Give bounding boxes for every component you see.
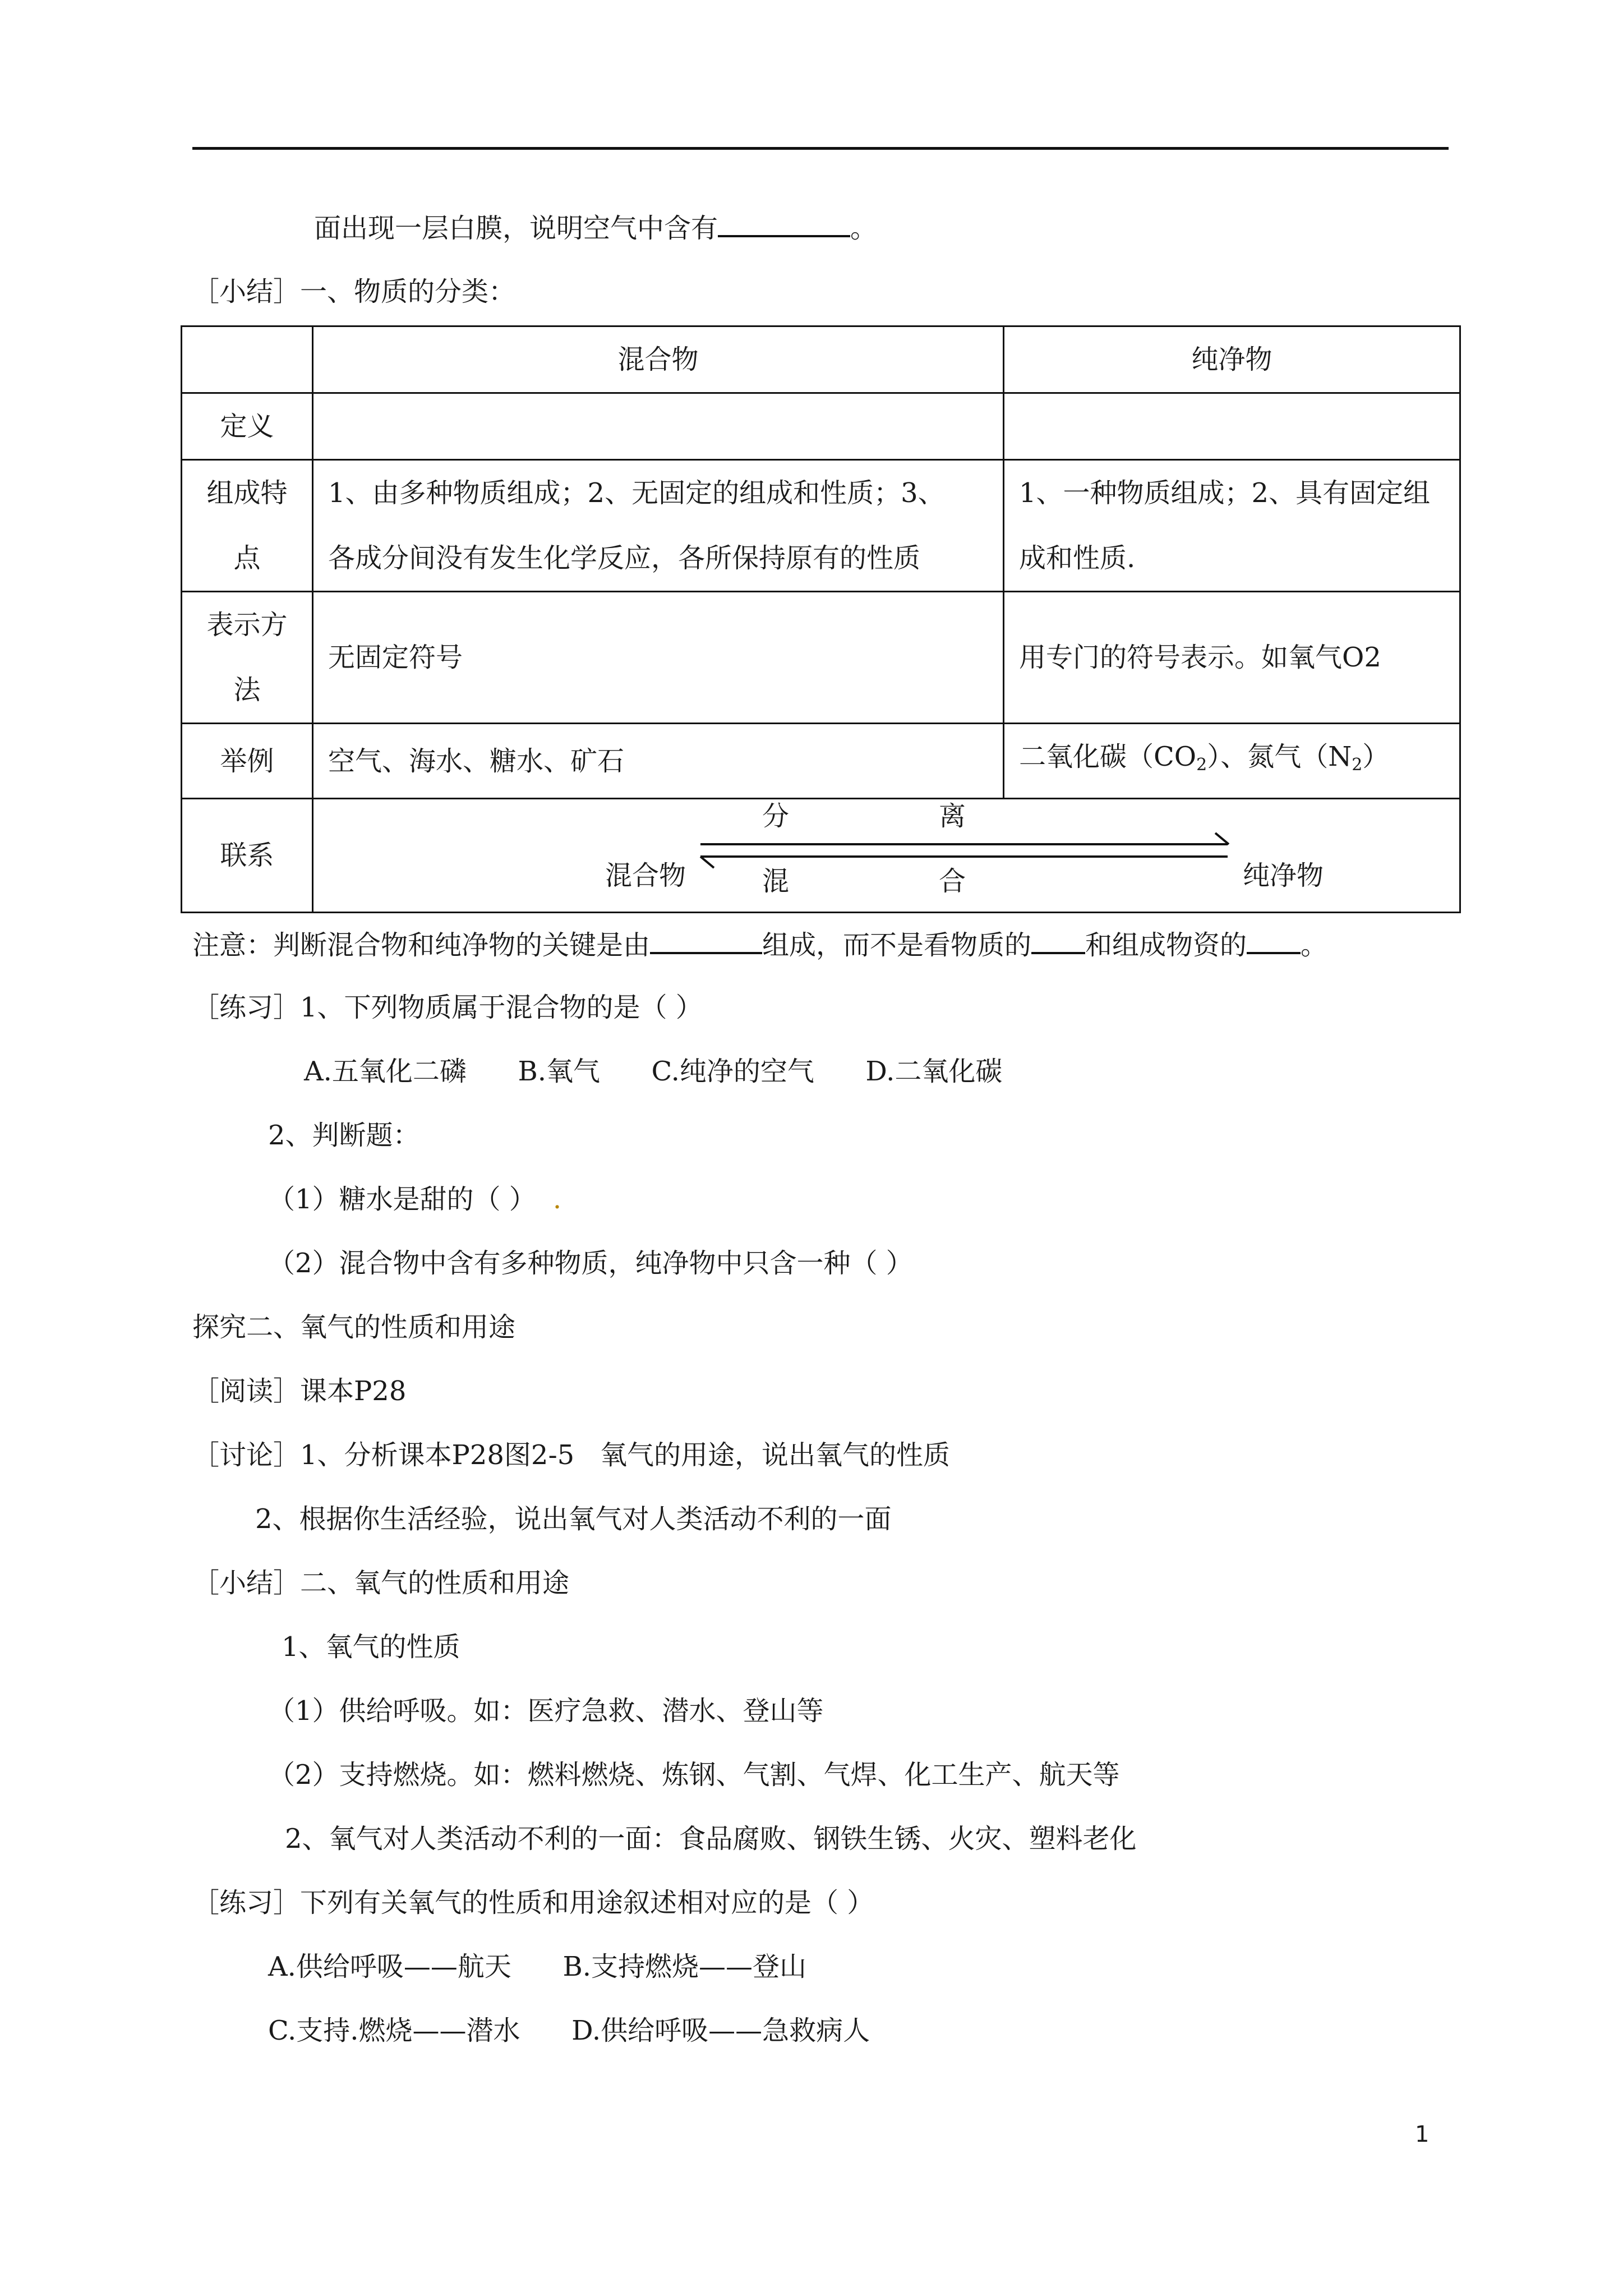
link-fen: 分	[762, 800, 790, 832]
reversible-arrow-icon	[313, 799, 1461, 912]
rep-pure-cell: 用专门的符号表示。如氧气O2	[1004, 592, 1460, 724]
property-combustion: （2）支持燃烧。如：燃料燃烧、炼钢、气割、气焊、化工生产、航天等	[268, 1759, 1120, 1791]
comp-pure-cell: 1、一种物质组成；2、具有固定组 成和性质.	[1004, 460, 1460, 592]
top-line: 面出现一层白膜，说明空气中含有 。	[314, 209, 877, 245]
row-representation	[182, 592, 1460, 724]
property-breathing: （1）供给呼吸。如：医疗急救、潜水、登山等	[268, 1695, 824, 1727]
exercise3-options-cd: C.支持.燃烧——潜水 D.供给呼吸——急救病人	[268, 2015, 870, 2046]
oxygen-drawbacks: 2、氧气对人类活动不利的一面：食品腐败、钢铁生锈、火灾、塑料老化	[285, 1823, 1137, 1855]
fill-blank	[1247, 926, 1301, 954]
discussion2: 2、根据你生活经验，说出氧气对人类活动不利的一面	[255, 1503, 892, 1535]
row-label-definition: 定义	[182, 393, 313, 460]
ex-pure-cell: 二氧化碳$(CO_2)$、氮气$(N_2)$	[1004, 724, 1460, 799]
note-line: 注意：判断混合物和纯净物的关键是由 组成，而不是看物质的 和组成物资的 。	[192, 926, 1327, 962]
row-label-example: 举例	[182, 724, 313, 799]
fill-blank	[1031, 926, 1085, 954]
summary1-title: ［小结］一、物质的分类：	[192, 276, 516, 307]
discussion1: ［讨论］1、分析课本P28图2-5 氧气的用途，说出氧气的性质	[192, 1439, 950, 1471]
col-mixture: 混合物	[313, 326, 1004, 393]
classification-table	[181, 325, 1461, 913]
row-label-relation: 联系	[182, 799, 313, 913]
page-number: 1	[1415, 2122, 1430, 2147]
link-li: 离	[939, 800, 966, 832]
exercise1-options: A.五氧化二磷 B.氧气 C.纯净的空气 D.二氧化碳	[304, 1056, 1003, 1087]
def-pure-cell	[1004, 393, 1460, 460]
exercise1-question: ［练习］1、下列物质属于混合物的是（ ）	[192, 992, 703, 1023]
reading-line: ［阅读］课本P28	[192, 1375, 407, 1407]
link-mixture: 混合物	[605, 860, 686, 891]
exercise2-item1: （1）糖水是甜的（ ） .	[268, 1184, 562, 1215]
def-mix-cell	[313, 393, 1004, 460]
row-example	[182, 724, 1460, 799]
oxygen-properties: 1、氧气的性质	[282, 1631, 460, 1663]
summary2-heading: ［小结］二、氧气的性质和用途	[192, 1567, 570, 1599]
exercise3-question: ［练习］下列有关氧气的性质和用途叙述相对应的是（ ）	[192, 1887, 874, 1918]
col-pure: 纯净物	[1004, 326, 1460, 393]
fill-blank	[650, 926, 762, 954]
relation-diagram	[313, 799, 1459, 912]
header-rule	[192, 147, 1449, 150]
relation-cell	[313, 799, 1460, 913]
exercise2-item2: （2）混合物中含有多种物质，纯净物中只含一种（ ）	[268, 1248, 913, 1279]
comp-mix-cell: 1、由多种物质组成；2、无固定的组成和性质；3、 各成分间没有发生化学反应，各所保持原有的性质	[313, 460, 1004, 592]
exercise2-title: 2、判断题：	[268, 1120, 420, 1151]
table-header-row	[182, 326, 1460, 393]
row-definition	[182, 393, 1460, 460]
fill-blank	[718, 209, 850, 237]
exercise3-options-ab: A.供给呼吸——航天 B.支持燃烧——登山	[268, 1951, 807, 1982]
row-label-composition: 组成特 点	[182, 460, 313, 592]
row-label-representation: 表示方 法	[182, 592, 313, 724]
link-he: 合	[939, 866, 966, 897]
ex-mix-cell: 空气、海水、糖水、矿石	[313, 724, 1004, 799]
row-relation	[182, 799, 1460, 913]
corner-cell	[182, 326, 313, 393]
link-pure: 纯净物	[1243, 860, 1324, 891]
row-composition	[182, 460, 1460, 592]
link-hun: 混	[762, 866, 790, 897]
rep-mix-cell: 无固定符号	[313, 592, 1004, 724]
inquiry2-heading: 探究二、氧气的性质和用途	[192, 1312, 516, 1343]
